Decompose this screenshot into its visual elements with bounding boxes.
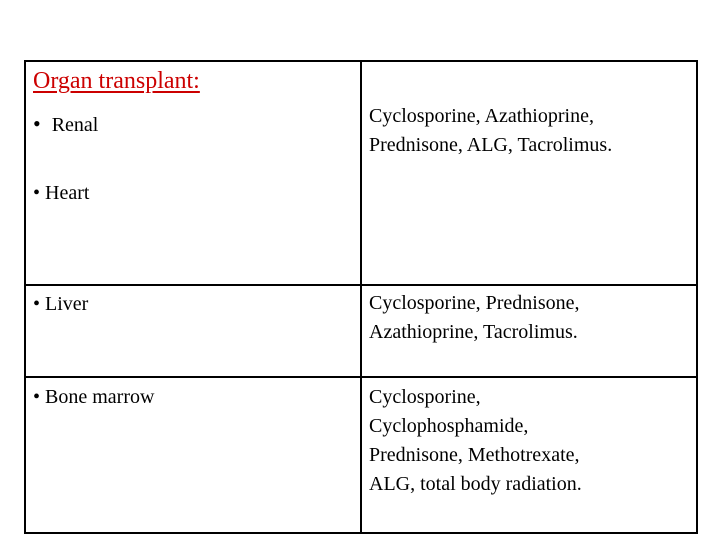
organ-label-heart: Heart — [45, 182, 90, 204]
drugs-liver: Cyclosporine, Prednisone, Azathioprine, Tacrolimus. — [369, 292, 580, 343]
table-border-right — [696, 60, 698, 534]
table-heading: Organ transplant: — [33, 68, 200, 94]
list-item-bone-marrow — [33, 384, 154, 410]
bullet: • — [33, 182, 41, 204]
organ-label-liver: Liver — [45, 293, 89, 315]
row-divider-2 — [24, 376, 698, 378]
bullet: • — [33, 293, 41, 315]
organ-label-renal: Renal — [51, 114, 99, 136]
list-item-heart — [33, 180, 89, 206]
organ-label-bone-marrow: Bone marrow — [45, 386, 155, 408]
column-divider — [360, 60, 362, 534]
bullet: • — [33, 111, 41, 136]
bullet: • — [33, 386, 41, 408]
list-item-liver — [33, 291, 88, 317]
drugs-renal-heart: Cyclosporine, Azathioprine, Prednisone, ALG, Tacrolimus. — [369, 105, 613, 156]
list-item-renal — [33, 111, 98, 138]
row-divider-1 — [24, 284, 698, 286]
drugs-bone-marrow: Cyclosporine, Cyclophosphamide, Prednisone, Methotrexate, ALG, total body radiation. — [369, 386, 582, 495]
table-border-left — [24, 60, 26, 534]
